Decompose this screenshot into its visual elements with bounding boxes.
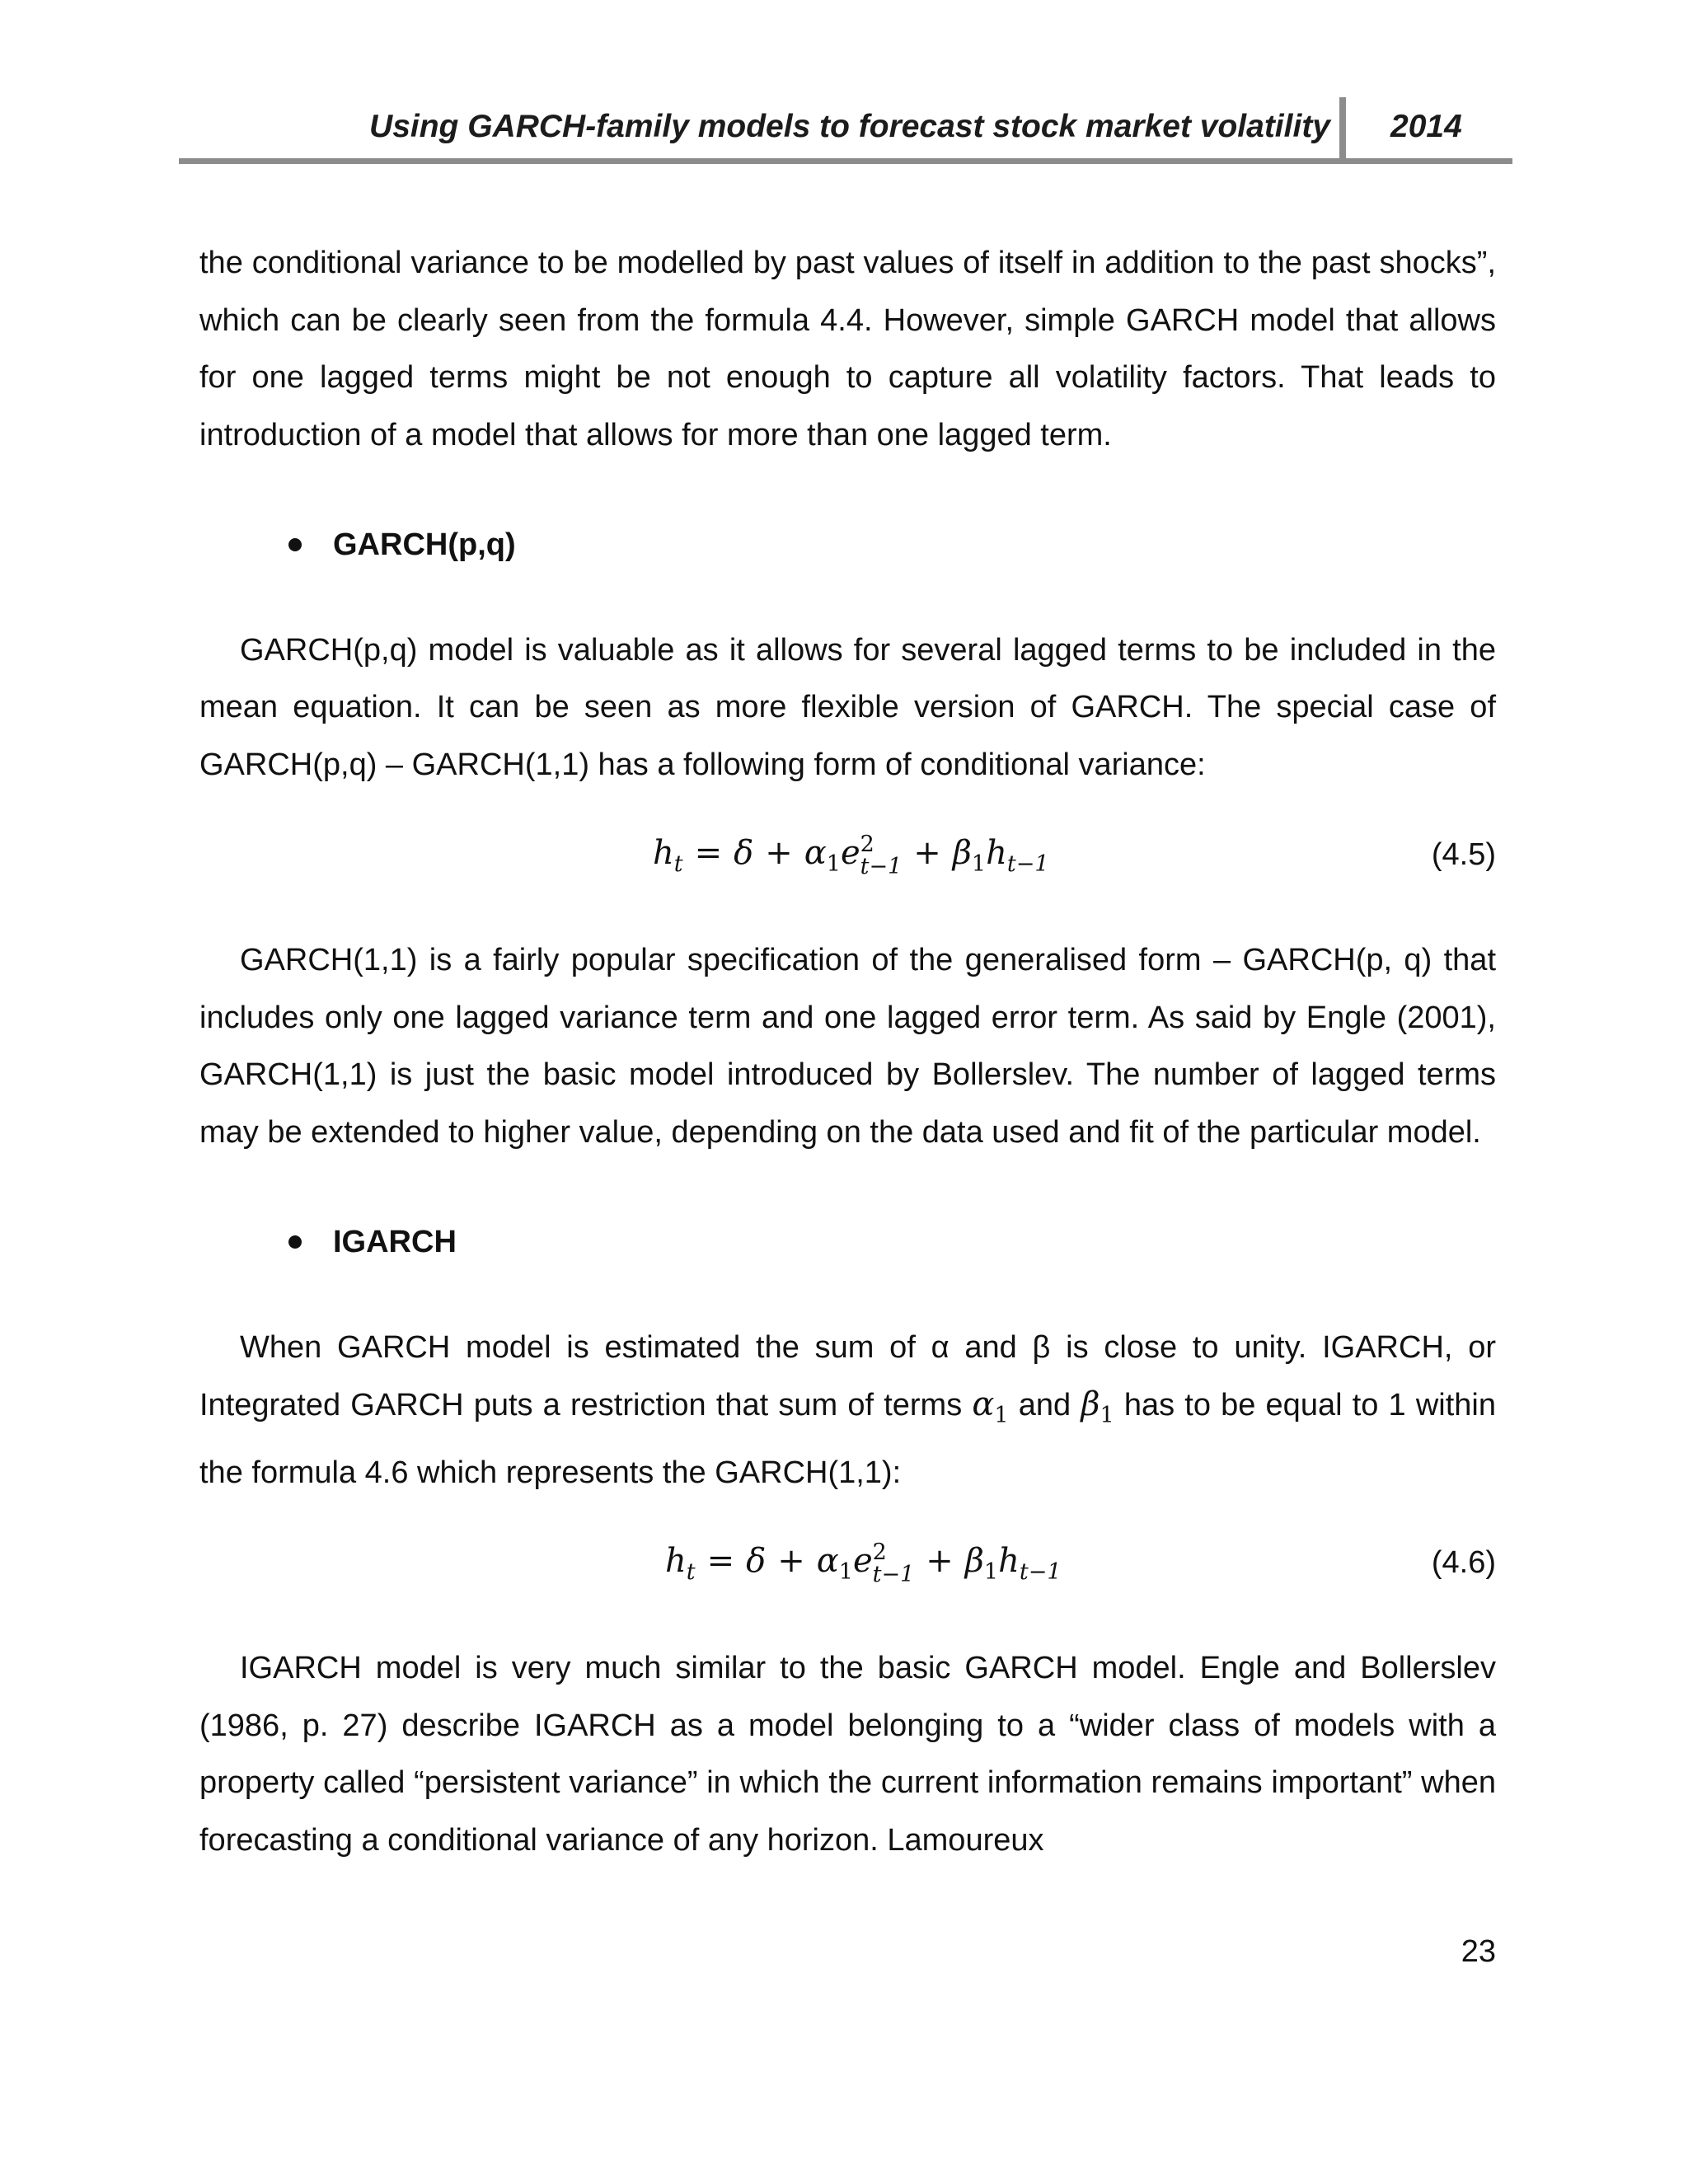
header-separator — [1339, 97, 1346, 160]
equation-4-6 — [199, 1530, 1496, 1592]
equation-formula: $h_t = \delta + \alpha_1e$ 2 t−1 + $\beta_1h_{t-1}$ — [653, 832, 1049, 879]
paragraph-4: When GARCH model is estimated the sum of α and β is close to unity. IGARCH, or Integrated GARCH puts a restriction that sum of terms $\alpha_1$ and $\beta_1$ has to be equal to 1 within the formula 4.6 which represents the GARCH(1,1): — [199, 1329, 1497, 1490]
inline-beta: $\beta_1$ — [1081, 1385, 1114, 1428]
bullet-icon — [288, 1235, 302, 1249]
equation-formula: $h_t = \delta + \alpha_1e$ 2 t−1 + $\beta_1h_{t-1}$ — [665, 1540, 1062, 1587]
bullet-icon — [288, 538, 302, 551]
page-number: 23 — [1461, 1934, 1496, 1969]
equation-number: (4.5) — [1431, 837, 1496, 872]
paragraph-3: GARCH(1,1) is a fairly popular specification of the generalised form – GARCH(p, q) that includes only one lagged variance term and one lagged error term. As said by Engle (2001), GARCH(1,1) is just the basic model introduced by Bollerslev. The number of lagged terms may be extended to higher value, depending on the data used and fit of the particular model. — [199, 943, 1496, 1150]
header-title: Using GARCH-family models to forecast stock market volatility — [369, 109, 1330, 144]
heading-igarch — [199, 1214, 1496, 1272]
equation-4-5 — [199, 822, 1496, 884]
paragraph-2: GARCH(p,q) model is valuable as it allows for several lagged terms to be included in the mean equation. It can be seen as more flexible version of GARCH. The special case of GARCH(p,q) – GARCH(1,1) has a following form of conditional variance: — [199, 632, 1496, 782]
paragraph-1: the conditional variance to be modelled by past values of itself in addition to the past shocks”, which can be clearly seen from the formula 4.4. However, simple GARCH model that allows for one lagged terms might be not enough to capture all volatility factors. That leads to introduction of a model that allows for more than one lagged term. — [199, 246, 1496, 452]
inline-alpha: $\alpha_1$ — [972, 1385, 1009, 1428]
paragraph-5: IGARCH model is very much similar to the basic GARCH model. Engle and Bollerslev (1986, p. 27) describe IGARCH as a model belonging to a “wider class of models with a property called “persistent variance” in which the current information remains important” when forecasting a conditional variance of any horizon. Lamoureux — [199, 1651, 1496, 1858]
heading-label: GARCH(p,q) — [333, 527, 516, 562]
equation-number: (4.6) — [1431, 1545, 1496, 1580]
page-header — [179, 97, 1512, 163]
header-year: 2014 — [1390, 109, 1462, 144]
body-text — [199, 235, 1496, 1869]
heading-label: IGARCH — [333, 1225, 457, 1259]
header-rule — [179, 158, 1512, 164]
heading-garch-pq — [199, 517, 1496, 574]
